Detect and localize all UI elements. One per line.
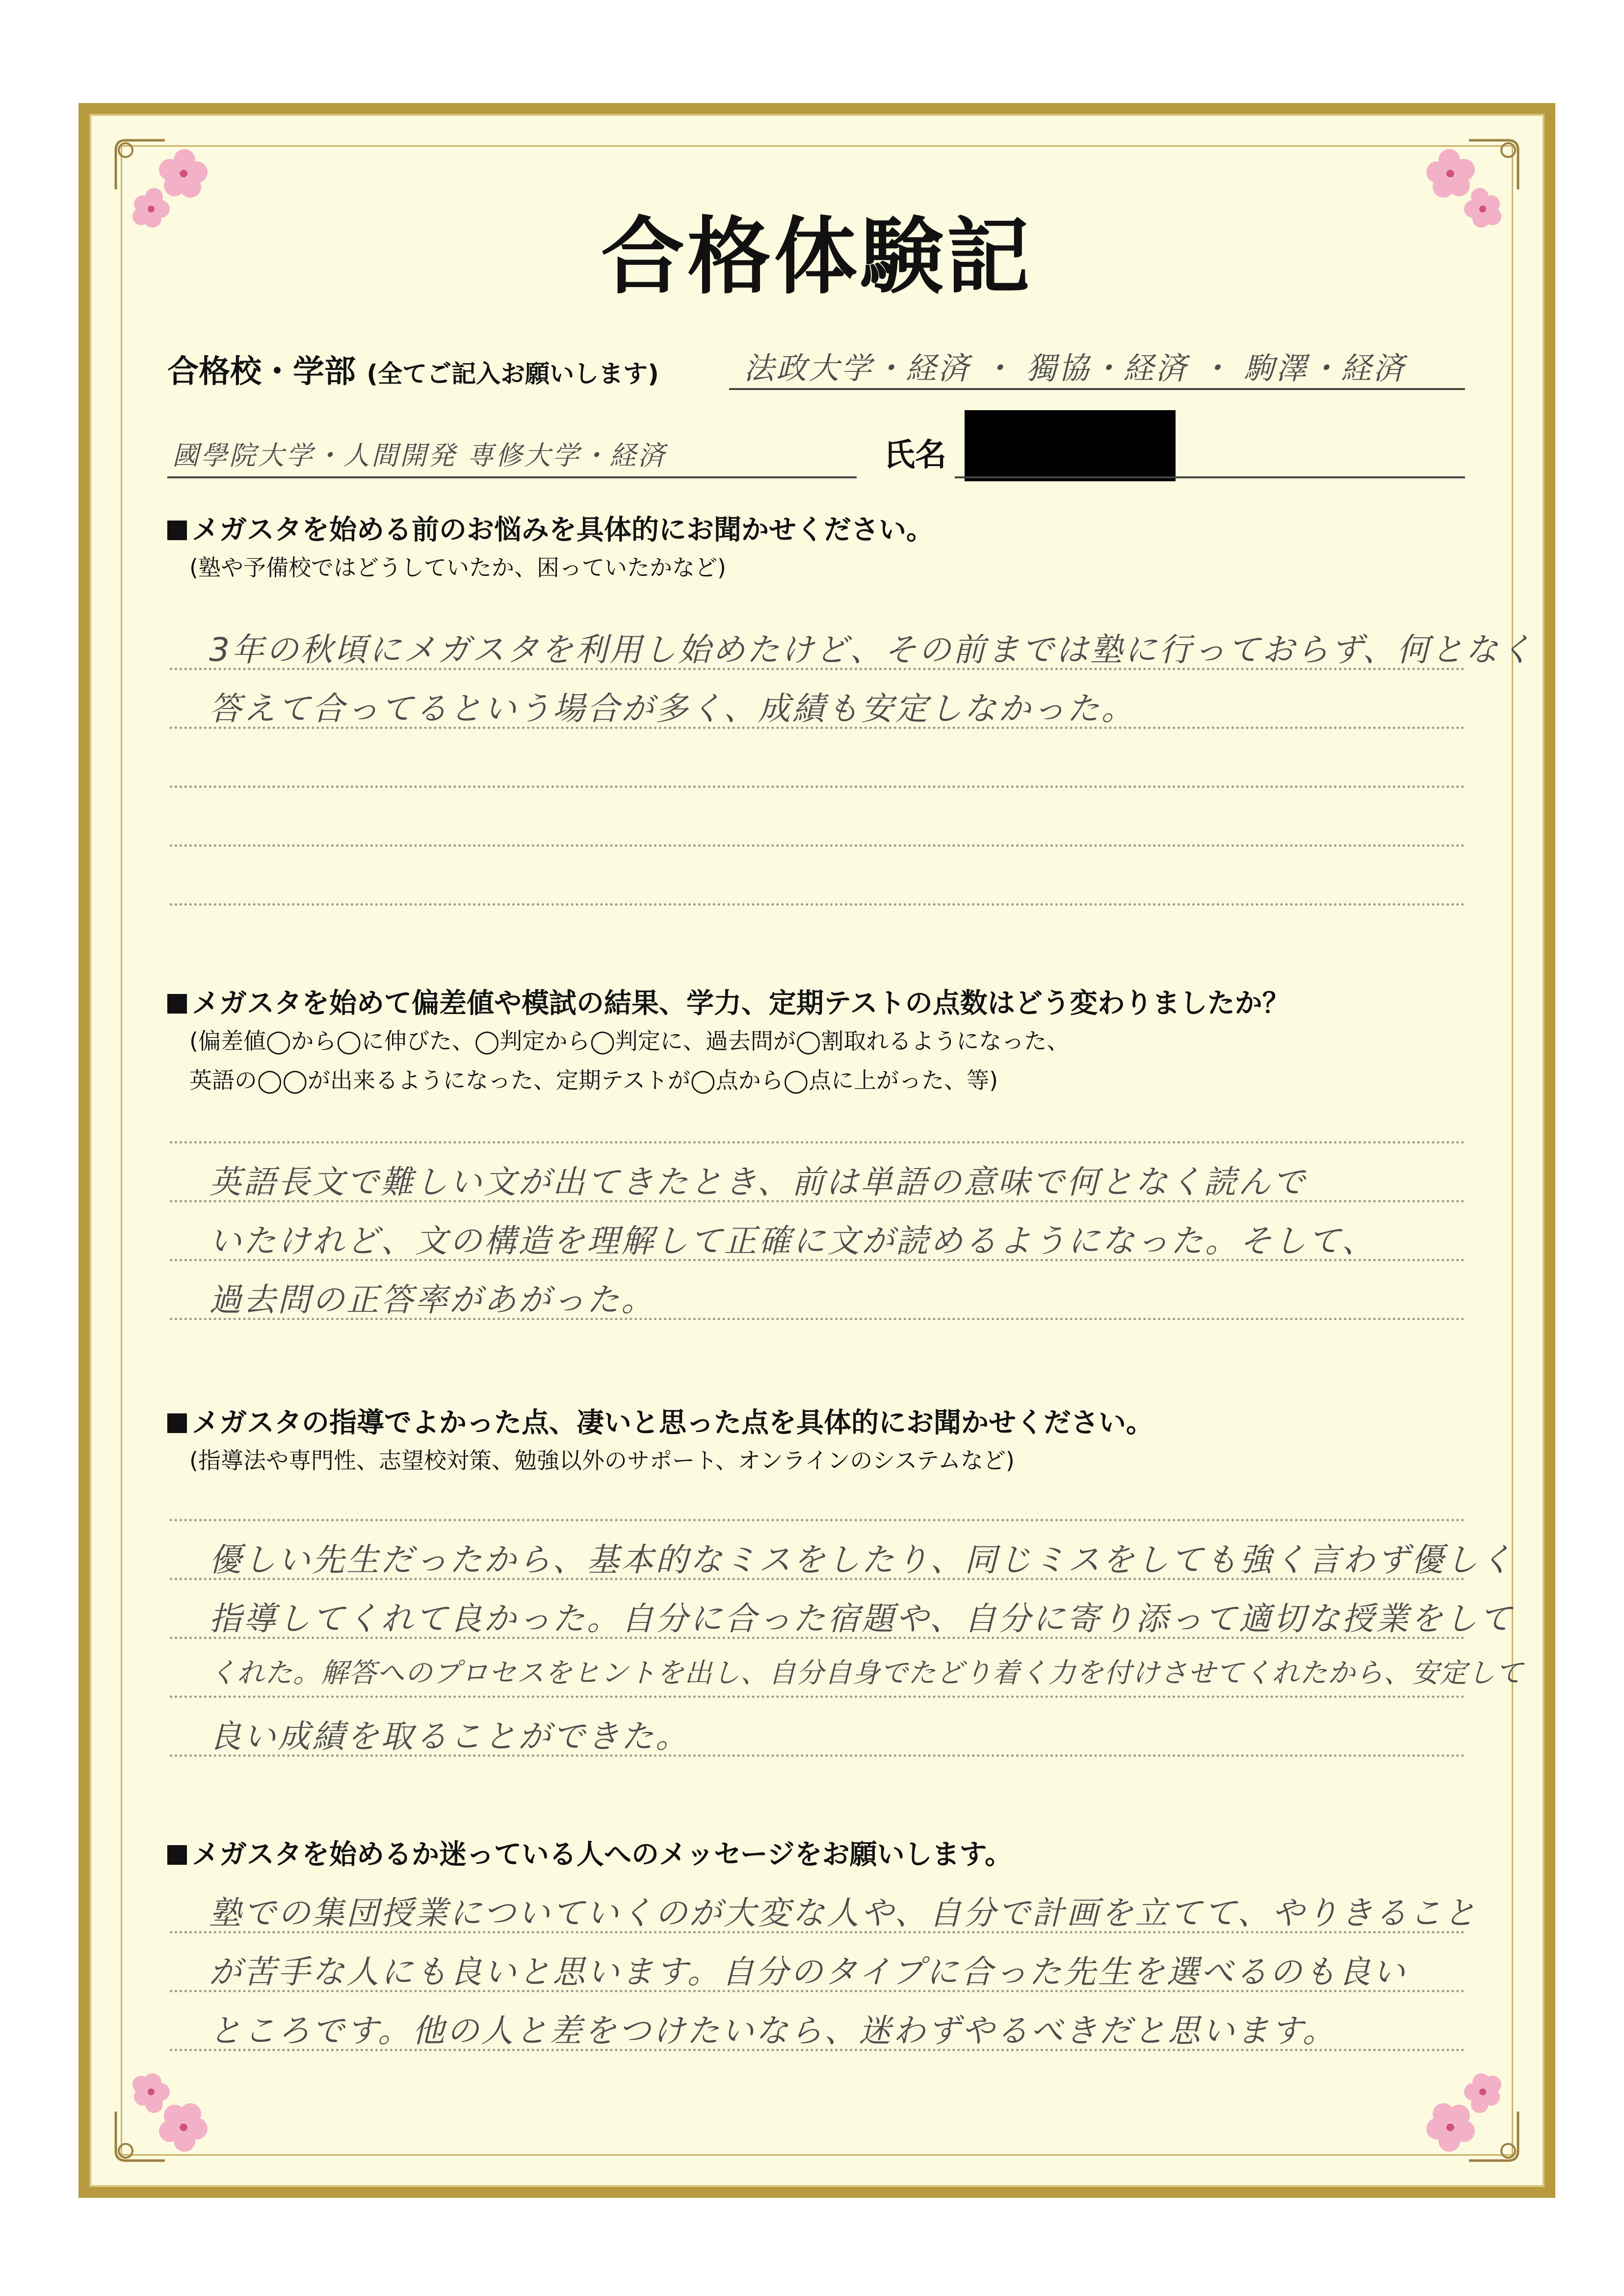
dotted-line xyxy=(170,1578,1465,1580)
answer-3-line-1: 優しい先生だったから、基本的なミスをしたり、同じミスをしても強く言わず優しく xyxy=(209,1541,1514,1579)
answer-3-line-2: 指導してくれて良かった。自分に合った宿題や、自分に寄り添って適切な授業をして xyxy=(209,1600,1514,1638)
square-bullet-icon xyxy=(167,1845,187,1865)
question-3-hint: (指導法や専門性、志望校対策、勉強以外のサポート、オンラインのシステムなど) xyxy=(189,1447,1015,1474)
cherry-blossom-ornament-icon xyxy=(96,2033,243,2180)
certificate-frame xyxy=(79,103,1555,2198)
question-3-heading-text: メガスタの指導でよかった点、凄いと思った点を具体的にお聞かせください。 xyxy=(192,1407,1153,1439)
dotted-line xyxy=(170,1990,1465,1992)
answer-4-line-2: が苦手な人にも良いと思います。自分のタイプに合った先生を選べるのも良い xyxy=(209,1953,1407,1991)
page-title: 合格体験記 xyxy=(601,208,1033,306)
question-3-heading xyxy=(167,1401,1153,1440)
question-1-heading xyxy=(167,508,934,548)
square-bullet-icon xyxy=(167,521,187,540)
schools-line-1: 法政大学・経済 ・ 獨協・経済 ・ 駒澤・経済 xyxy=(744,350,1406,386)
cherry-blossom-ornament-icon xyxy=(1390,2033,1538,2180)
question-2-heading xyxy=(167,982,1290,1021)
answer-1-line-1: 3年の秋頃にメガスタを利用し始めたけど、その前までは塾に行っておらず、何となく xyxy=(209,631,1534,669)
dotted-line xyxy=(170,1141,1465,1144)
question-1-heading-text: メガスタを始める前のお悩みを具体的にお聞かせください。 xyxy=(192,514,934,546)
answer-3-line-3: くれた。解答へのプロセスをヒントを出し、自分自身でたどり着く力を付けさせてくれたから、安定して xyxy=(209,1657,1523,1689)
schools-underline-1 xyxy=(729,388,1465,390)
dotted-line xyxy=(170,1754,1465,1757)
dotted-line xyxy=(170,785,1465,788)
dotted-line xyxy=(170,1259,1465,1261)
schools-underline-2 xyxy=(167,476,857,478)
dotted-line xyxy=(170,1519,1465,1521)
dotted-line xyxy=(170,1931,1465,1933)
dotted-line xyxy=(170,844,1465,847)
answer-4-line-3: ところです。他の人と差をつけたいなら、迷わずやるべきだと思います。 xyxy=(209,2012,1337,2050)
question-4-heading xyxy=(167,1833,1012,1872)
answer-3-line-4: 良い成績を取ることができた。 xyxy=(209,1718,690,1755)
question-2-hint-1: (偏差値◯から◯に伸びた、◯判定から◯判定に、過去問が◯割取れるようになった、 xyxy=(189,1028,1070,1054)
dotted-line xyxy=(170,903,1465,906)
square-bullet-icon xyxy=(167,994,187,1014)
dotted-line xyxy=(170,1637,1465,1639)
answer-4-line-1: 塾での集団授業についていくのが大変な人や、自分で計画を立てて、やりきること xyxy=(209,1894,1478,1932)
schools-line-2: 國學院大学・人間開発 専修大学・経済 xyxy=(172,440,667,471)
name-underline xyxy=(955,476,1465,478)
answer-1-line-2: 答えて合ってるという場合が多く、成績も安定しなかった。 xyxy=(209,690,1136,728)
question-2-heading-text: メガスタを始めて偏差値や模試の結果、学力、定期テストの点数はどう変わりましたか？ xyxy=(192,988,1290,1019)
dotted-line xyxy=(170,1200,1465,1202)
dotted-line xyxy=(170,1318,1465,1320)
question-2-hint-2: 英語の◯◯が出来るようになった、定期テストが◯点から◯点に上がった、等) xyxy=(189,1067,998,1094)
dotted-line xyxy=(170,1696,1465,1698)
dotted-line xyxy=(170,727,1465,729)
question-1-hint: (塾や予備校ではどうしていたか、困っていたかなど) xyxy=(189,554,726,581)
question-4-heading-text: メガスタを始めるか迷っている人へのメッセージをお願いします。 xyxy=(192,1839,1013,1871)
dotted-line xyxy=(170,2049,1465,2051)
paper xyxy=(89,114,1545,2187)
name-label: 氏名 xyxy=(884,437,946,473)
dotted-line xyxy=(170,668,1465,670)
schools-label-text: 合格校・学部 xyxy=(167,354,356,390)
answer-2-line-2: いたけれど、文の構造を理解して正確に文が読めるようになった。そして、 xyxy=(209,1222,1376,1260)
answer-2-line-1: 英語長文で難しい文が出てきたとき、前は単語の意味で何となく読んで xyxy=(209,1163,1307,1201)
schools-note: (全てご記入お願いします) xyxy=(367,360,659,388)
answer-2-line-3: 過去問の正答率があがった。 xyxy=(209,1281,655,1319)
square-bullet-icon xyxy=(167,1413,187,1433)
schools-label xyxy=(167,346,659,391)
name-redaction xyxy=(965,410,1176,481)
